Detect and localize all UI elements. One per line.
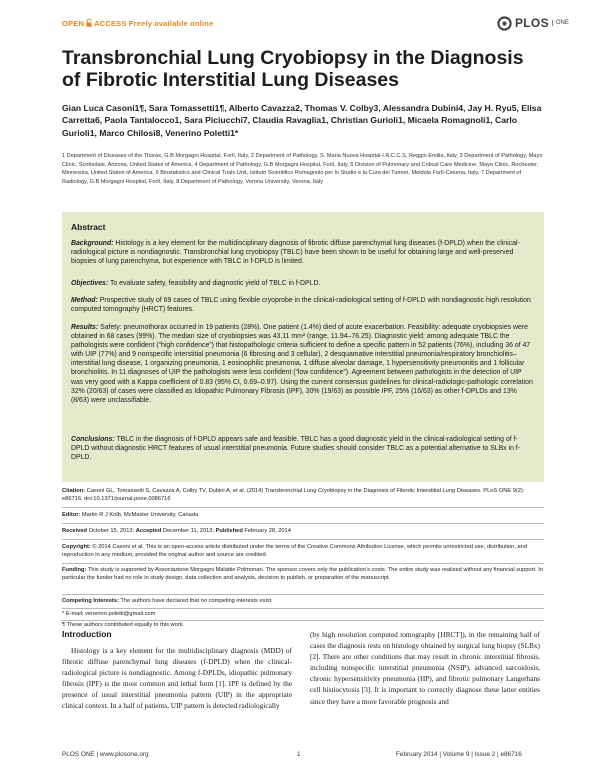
method-label: Method: (71, 297, 98, 304)
freely-available-label: ACCESS Freely available online (94, 19, 214, 28)
copyright-text: © 2014 Casoni et al. This is an open-access article distributed under the terms of the Creative Commons Attribution License, which permits unrestricted use, distribution, and reproduction in any medium, provided the original author and source are credited. (62, 544, 527, 559)
competing-label: Competing Interests: (62, 598, 119, 604)
accepted-label: Accepted (135, 528, 162, 534)
published-date: February 28, 2014 (244, 528, 291, 534)
abstract-method (71, 296, 535, 314)
abstract-background (71, 239, 535, 266)
funding-label: Funding: (62, 567, 87, 573)
competing-text: The authors have declared that no competing interests exist. (120, 598, 273, 604)
background-text: Histology is a key element for the multidisciplinary diagnosis of fibrotic diffuse parenchymal lung diseases (f-DPLD) when the clinical-radiological picture is nondiagnostic. Transbronchial lung cryobiopsy (TBLC) have been shown to be useful for obtaining large and well-preserved biopsies of lung parenchyma, but experience with TBLC in f-DPLD is limited. (71, 240, 520, 266)
divider (62, 563, 544, 564)
citation-text[interactable]: Casoni GL, Tomassetti S, Cavazza A, Colby TV, Dubini A, et al. (2014) Transbronchial Lung Cryobiopsy in the Diagnosis of Fibrotic Interstitial Lung Diseases. PLoS ONE 9(2): e86716. doi:10.1371/journal.pone.0086716 (62, 488, 525, 503)
journal-sub: ONE (552, 20, 569, 26)
citation (62, 487, 544, 503)
plos-logo-icon (497, 16, 512, 31)
abstract-conclusions (71, 435, 535, 462)
results-label: Results: (71, 324, 99, 331)
journal-name: PLOS (515, 16, 549, 30)
affiliations: 1 Department of Diseases of the Thorax, G.B Morgagni Hospital, Forlì, Italy, 2 Department of Pathology, S. Maria Nuova Hospital-I.R.C.C.S, Reggio Emilia, Italy, 3 Department of Pathology, Mayo Clinic, Scottsdale, Arizona, United States of America, 4 Department of Pathology, G.B Morgagni Hospital, Forlì, Italy, 5 Division of Pulmonary and Critical Care Medicine, Mayo Clinic, Rochester, Minnesota, United States of America, 6 Biostatistics and Clinical Trials Unit, Istituto Scientifico Romagnolo per lo Studio e la Cura dei Tumori, Meldola Forlì-Cesena, Italy, 7 Department of Radiology, G.B Morgagni Hospital, Forlì, Italy, 8 Department of Pathology, Verona University, Verona, Italy (62, 153, 543, 185)
editor-text: Martin R J Kolb, McMaster University, Canada (81, 512, 199, 518)
funding-text: This study is supported by Associazione Morgagni Malattie Polmonari. The sponsor covers only the publication’s costs. The entire study was realized without any financial support. In particular the funder had no role in study design, data collection and analysis, decision to publish, or preparation of the manuscript. (62, 567, 544, 582)
divider (62, 523, 544, 524)
footer-journal[interactable]: PLOS ONE | www.plosone.org (62, 751, 149, 758)
received-date: October 15, 2013; (88, 528, 135, 534)
journal-logo[interactable] (497, 14, 569, 32)
conclusions-label: Conclusions: (71, 436, 115, 443)
body-column-left: Histology is a key element for the multidisciplinary diagnosis (MDD) of fibrotic diffuse parenchymal lung diseases (f-DPLD) when the clinical-radiological picture is nondiagnostic. Among f-DPLDs, idiopathic pulmonary fibrosis (IPF) is the most common and lethal form [1]. IPF is defined by the presence of usual interstitial pneumonia pattern (UIP) in the appropriate clinical context. In a half of patients, UIP pattern is detected radiologically (62, 646, 292, 711)
divider (62, 594, 544, 595)
method-text: Prospective study of 69 cases of TBLC using flexible cryoprobe in the clinical-radiological setting of f-DPLD with nondiagnostic high resolution computed tomography (HRCT) features. (71, 297, 531, 314)
abstract-box (62, 212, 544, 482)
divider (62, 539, 544, 540)
divider (62, 507, 544, 508)
abstract-objectives (71, 279, 535, 288)
abstract-heading: Abstract (71, 222, 106, 232)
editor-label: Editor: (62, 512, 81, 518)
open-lock-icon (86, 19, 92, 29)
abstract-results (71, 323, 535, 405)
author-list: Gian Luca Casoni1¶, Sara Tomassetti1¶, Alberto Cavazza2, Thomas V. Colby3, Alessandra Dubini4, Jay H. Ryu5, Elisa Carretta6, Paola Tantalocco1, Sara Piciucchi7, Claudia Ravaglia1, Christian Gurioli1, Micaela Romagnoli1, Carlo Gurioli1, Marco Chilosi8, Venerino Poletti1* (62, 103, 542, 138)
footer-issue: February 2014 | Volume 9 | Issue 2 | e86716 (396, 751, 522, 758)
open-access-banner (62, 19, 213, 29)
open-access-label: OPEN (62, 19, 85, 28)
body-column-right: (by high resolution computed tomography [HRCT]), in the remaining half of cases the diagnosis rests on histology obtained by surgical lung biopsy (SLBx) [2]. There are other conditions that may result in chronic interstitial fibrosis, including nonspecific interstitial pneumonia (NSIP), advanced sarcoidosis, chronic hypersensitivity pneumonia (HP), and fibrotic pulmonary Langerhans cell histiocytosis [3]. It is important to correctly diagnose these latter entities since they have a more favorable prognosis and (310, 630, 540, 706)
equal-contribution: ¶ These authors contributed equally to this work. (62, 622, 185, 628)
accepted-date: December 11, 2013; (162, 528, 215, 534)
competing-interests (62, 597, 544, 605)
divider (62, 608, 544, 609)
objectives-label: Objectives: (71, 280, 109, 287)
background-label: Background: (71, 240, 114, 247)
objectives-text: To evaluate safety, feasibility and diagnostic yield of TBLC in f-DPLD. (109, 280, 321, 287)
editor (62, 511, 544, 519)
received-label: Received (62, 528, 87, 534)
dates (62, 527, 544, 535)
funding (62, 566, 544, 582)
results-text: Safety: pneumothorax occurred in 19 patients (28%). One patient (1.4%) died of acute exacerbation. Feasibility: adequate cryobiopsies were obtained in 68 cases (99%). The median size of cryobiopsies was 43.11 mm² (range, 11.94–76.25). Diagnostic yield: among adequate TBLC the pathologists were confident (“high confidence”) that histopathologic criteria sufficient to define a specific pattern in 52 patients (76%), including 36 of 47 with UIP (77%) and 9 nonspecific interstitial pneumonia (6 fibrosing and 3 cellular), 2 desquamative interstitial pneumonia/respiratory bronchiolitis–interstitial lung disease, 1 organizing pneumonia, 1 eosinophilic pneumonia, 1 diffuse alveolar damage, 1 hypersensitivity pneumonitis and 1 follicular bronchiolitis. In 11 diagnoses of UIP the pathologists were less confident (“low confidence”). Agreement between pathologists in the detection of UIP was very good with a Kappa coefficient of 0.83 (95% CI, 0.69–0.97). Using the current consensus guidelines for clinical-radiologic-pathologic correlation 32% (20/63) of cases were classified as Idiopathic Pulmonary Fibrosis (IPF), 30% (19/63) as possible IPF, 25% (16/63) as other f-DPLDs and 13% (8/63) were unclassifiable. (71, 324, 533, 404)
conclusions-text: TBLC in the diagnosis of f-DPLD appears safe and feasible. TBLC has a good diagnostic yield in the clinical-radiological setting of f-DPLD without diagnostic HRCT features of usual interstitial pneumonia. Future studies should consider TBLC as a potential alternative to SLBx in f-DPLD. (71, 436, 521, 462)
page-number: 1 (297, 751, 301, 758)
email[interactable]: * E-mail: venerino.poletti@gmail.com (62, 611, 156, 617)
copyright (62, 543, 544, 559)
article-title: Transbronchial Lung Cryobiopsy in the Diagnosis of Fibrotic Interstitial Lung Diseases (62, 47, 524, 91)
citation-label: Citation: (62, 488, 86, 494)
introduction-heading: Introduction (62, 629, 112, 639)
copyright-label: Copyright: (62, 544, 91, 550)
published-label: Published (215, 528, 243, 534)
